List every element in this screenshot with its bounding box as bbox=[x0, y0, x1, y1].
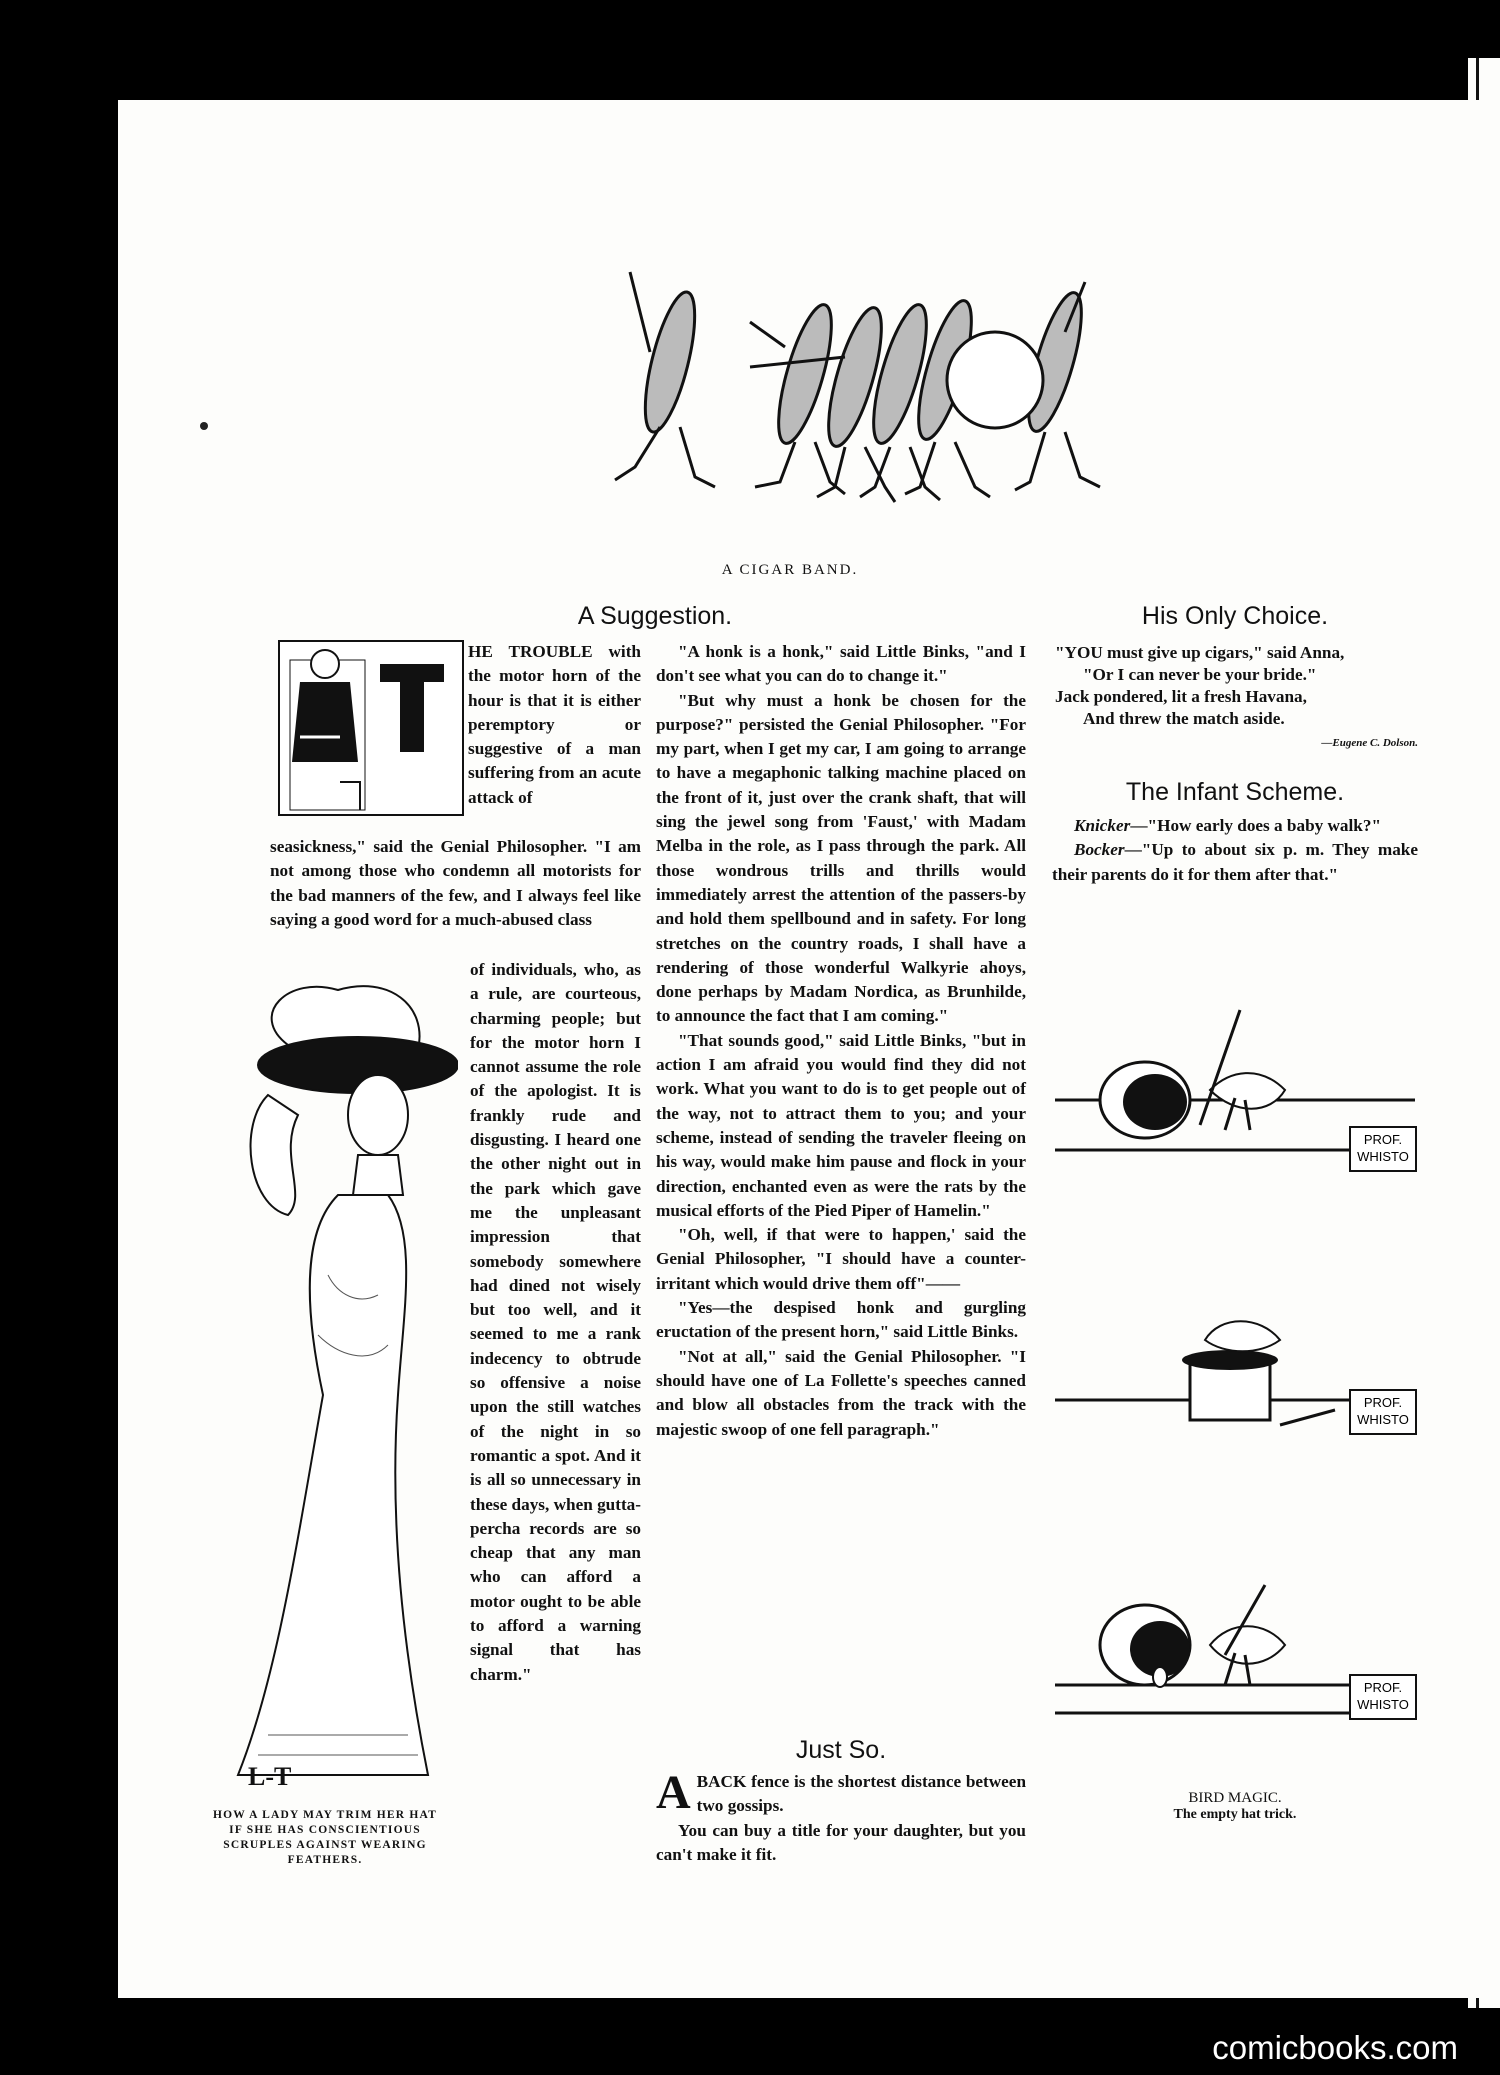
poem-line: And threw the match aside. bbox=[1083, 709, 1285, 728]
cigar-band-caption: A CIGAR BAND. bbox=[721, 562, 859, 578]
just-so-title: Just So. bbox=[795, 1736, 887, 1764]
col2-paragraph: "But why must a honk be chosen for the purpose?" persisted the Genial Philosopher. "For my part, when I get my car, I am going to arrange to have a megaphonic talking machine placed on the front of it, just over the crank shaft, that will sing the jewel song from 'Faust,' with Madam Melba in the role, as I pass through the park. All those wondrous trills and thrills would immediately arrest the attention of the passers-by and hold them spellbound and in safety. For long stretches on the country roads, I shall have a rendering of those wonderful Walkyrie ahoys, done perhaps by Madam Nordica, as Brunhilde, to announce the fact that I am coming." bbox=[656, 690, 1026, 1026]
site-watermark: comicbooks.com bbox=[1212, 2029, 1458, 2066]
col2-paragraph: "A honk is a honk," said Little Binks, "and I don't see what you can do to change it." bbox=[656, 642, 1026, 686]
waiter-drawing bbox=[280, 642, 462, 814]
poem-line: Jack pondered, lit a fresh Havana, bbox=[1055, 687, 1307, 706]
just-so-p2: You can buy a title for your daughter, but you can't make it fit. bbox=[656, 1820, 1026, 1864]
sign-line1: PROF. bbox=[1363, 1132, 1403, 1147]
only-choice-title: His Only Choice. bbox=[1141, 602, 1329, 630]
just-so-body bbox=[656, 1766, 1026, 1867]
sign-line2: WHISTO bbox=[1357, 1149, 1409, 1164]
col2-paragraph: "Oh, well, if that were to happen,' said the Genial Philosopher, "I should have a counter-irritant which would drive them off"—— bbox=[656, 1225, 1026, 1293]
suggestion-col1-bottom: of individuals, who, as a rule, are courteous, charming people; but for the motor horn I cannot assume the role of the apologist. It is frankly rude and disgusting. I heard one the other night out in the park which gave me the unpleasant impression that somebody somewhere had dined not wisely but too well, and it seemed to me a rank indecency to obtrude so offensive a noise upon the still watches of the night in so romantic a spot. And it is all so unnecessary in these days, when gutta-percha records are so cheap that any man who can afford a motor ought to be able to afford a warning signal that has charm." bbox=[470, 960, 641, 1684]
only-choice-poem bbox=[1055, 642, 1418, 754]
infant-line2: —"Up to about six p. m. They make their parents do it for them after that." bbox=[1052, 840, 1418, 884]
sign-line2: WHISTO bbox=[1357, 1697, 1409, 1712]
bird-magic-subcaption: The empty hat trick. bbox=[1173, 1807, 1297, 1822]
svg-text:L-T: L-T bbox=[248, 1762, 292, 1790]
poem-line: "Or I can never be your bride." bbox=[1083, 665, 1317, 684]
suggestion-col1-mid: seasickness," said the Genial Philosopher. "I am not among those who condemn all motorists for the bad manners of the few, and I always feel like saying a good word for a much-abused class bbox=[270, 837, 641, 929]
just-so-dropcap: A bbox=[656, 1766, 691, 1819]
infant-body bbox=[1052, 814, 1418, 887]
ink-dot bbox=[200, 422, 208, 430]
bird-panel-3 bbox=[1050, 1545, 1420, 1785]
cigar-band-illustration bbox=[555, 262, 1115, 562]
suggestion-col2 bbox=[656, 640, 1026, 1442]
infant-line1: —"How early does a baby walk?" bbox=[1130, 816, 1381, 835]
sign-line1: PROF. bbox=[1363, 1680, 1403, 1695]
poem-attribution: —Eugene C. Dolson. bbox=[1321, 737, 1418, 749]
just-so-p1: BACK fence is the shortest distance between two gossips. bbox=[696, 1772, 1026, 1816]
sign-line1: PROF. bbox=[1363, 1395, 1403, 1410]
suggestion-title: A Suggestion. bbox=[577, 602, 733, 630]
bird-panel-1 bbox=[1050, 950, 1420, 1190]
dropcap-illustration bbox=[278, 640, 464, 816]
col2-paragraph: "Yes—the despised honk and gurgling eructation of the present horn," said Little Binks. bbox=[656, 1298, 1026, 1342]
speaker-knicker: Knicker bbox=[1074, 816, 1131, 835]
bird-magic-caption: BIRD MAGIC. bbox=[1188, 1790, 1282, 1806]
bird-magic-captions bbox=[1065, 1790, 1405, 1823]
sign-line2: WHISTO bbox=[1357, 1412, 1409, 1427]
poem-line: "YOU must give up cigars," said Anna, bbox=[1055, 643, 1345, 662]
infant-title: The Infant Scheme. bbox=[1125, 778, 1345, 806]
speaker-bocker: Bocker bbox=[1074, 840, 1125, 860]
lady-illustration bbox=[228, 975, 458, 1790]
col2-paragraph: "That sounds good," said Little Binks, "but in action I am afraid you would find they did not work. What you want to do is to get people out of the way, not to attract them to you; and your scheme, instead of sending the traveler fleeing on his way, would make him pause and flock in your direction, enchanted even as were the rats by the musical efforts of the Pied Piper of Hamelin." bbox=[656, 1030, 1026, 1220]
bird-panel-2 bbox=[1050, 1220, 1420, 1460]
suggestion-col1-top: HE TROUBLE with the motor horn of the hour is that it is either peremptory or suggestive of a man suffering from an acute attack of bbox=[468, 642, 641, 807]
col2-paragraph: "Not at all," said the Genial Philosopher. "I should have one of La Follette's speeches canned and blow all obstacles from the track with the majestic swoop of one fell paragraph." bbox=[656, 1346, 1026, 1439]
lady-caption: HOW A LADY MAY TRIM HER HAT IF SHE HAS CONSCIENTIOUS SCRUPLES AGAINST WEARING FEATHERS. bbox=[212, 1809, 438, 1866]
